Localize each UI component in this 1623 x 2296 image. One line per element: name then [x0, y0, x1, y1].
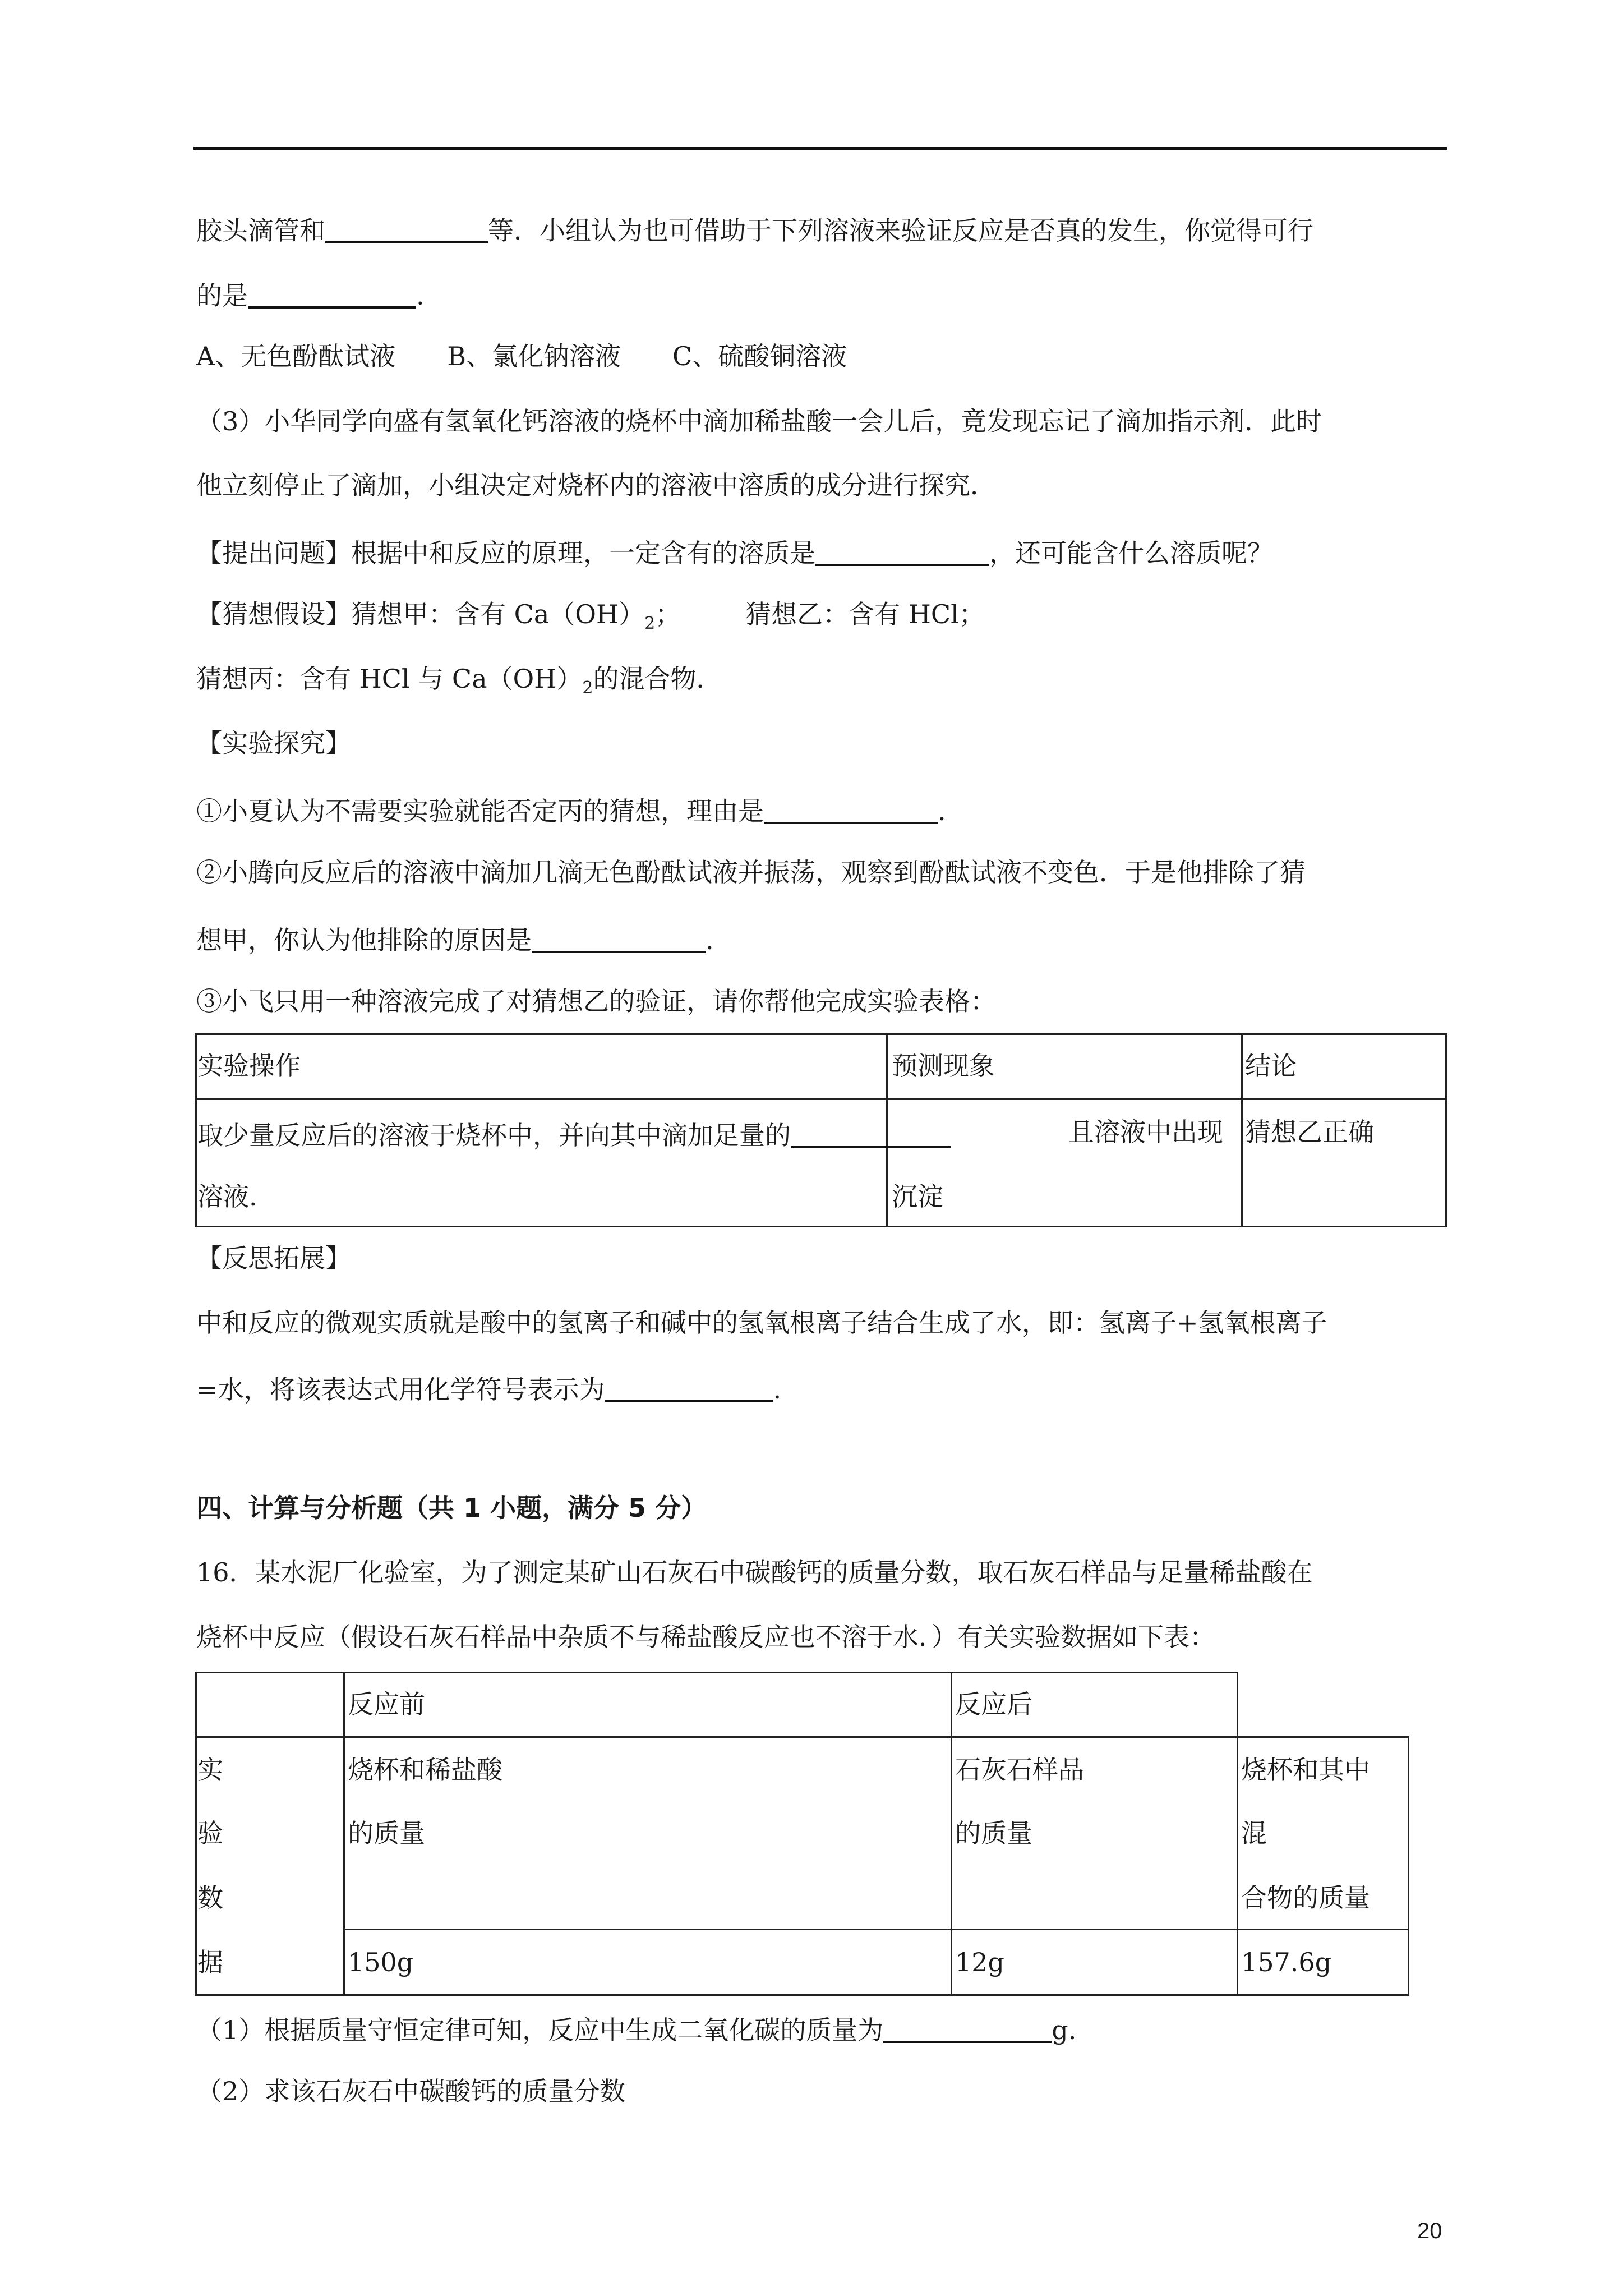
answer-blank[interactable]	[325, 214, 488, 243]
table-side-label: 据	[197, 1947, 223, 1977]
table-cell: 的质量	[348, 1818, 425, 1848]
table-cell: 沉淀	[892, 1181, 943, 1212]
table-cell: 取少量反应后的溶液于烧杯中，并向其中滴加足量的	[197, 1119, 951, 1148]
table-rule	[195, 1098, 1447, 1100]
table-rule	[1408, 1736, 1409, 1996]
question-16-line-2: 烧杯中反应（假设石灰石样品中杂质不与稀盐酸反应也不溶于水．）有关实验数据如下表：	[196, 1622, 1215, 1652]
part-2-line: （2）求该石灰石中碳酸钙的质量分数	[196, 2076, 626, 2106]
line-5: 他立刻停止了滴加，小组决定对烧杯内的溶液中溶质的成分进行探究．	[196, 470, 996, 500]
table-rule	[195, 1033, 197, 1227]
section-heading: 四、计算与分析题（共 1 小题，满分 5 分）	[196, 1493, 707, 1523]
line-13: ③小飞只用一种溶液完成了对猜想乙的验证，请你帮他完成实验表格：	[196, 986, 996, 1016]
table-cell: 烧杯和其中	[1241, 1755, 1370, 1785]
table-side-label: 验	[197, 1818, 223, 1848]
table-cell: 合物的质量	[1241, 1883, 1370, 1913]
line-7: 【猜想假设】猜想甲：含有 $Ca(OH)_2$； 猜想乙：含有 HCl；	[196, 599, 985, 633]
line-4: （3）小华同学向盛有氢氧化钙溶液的烧杯中滴加稀盐酸一会儿后，竟发现忘记了滴加指示剂．此时	[196, 406, 1322, 436]
options-line: A、无色酚酞试液 B、氯化钠溶液 C、硫酸铜溶液	[196, 341, 847, 371]
question-16-line-1: 16．某水泥厂化验室，为了测定某矿山石灰石中碳酸钙的质量分数，取石灰石样品与足量稀盐酸在	[196, 1557, 1313, 1588]
table-rule	[1445, 1033, 1447, 1227]
page-number: 20	[1417, 2219, 1442, 2243]
table-rule	[343, 1929, 1409, 1930]
table-cell: 的质量	[955, 1818, 1032, 1848]
line-14: 【反思拓展】	[196, 1243, 351, 1273]
table-side-label: 实	[197, 1755, 223, 1785]
line-11: ②小腾向反应后的溶液中滴加几滴无色酚酞试液并振荡，观察到酚酞试液不变色．于是他排除了猜	[196, 857, 1306, 887]
table-header: 预测现象	[892, 1051, 995, 1081]
line-9: 【实验探究】	[196, 728, 351, 758]
table-cell: 且溶液中出现	[1068, 1117, 1223, 1147]
table-side-label: 数	[197, 1883, 223, 1913]
answer-blank[interactable]	[883, 2014, 1052, 2043]
line-16: =水，将该表达式用化学符号表示为 .	[196, 1374, 782, 1405]
line-10: ①小夏认为不需要实验就能否定丙的猜想，理由是 .	[196, 796, 946, 826]
line-8: 猜想丙：含有 HCl 与 $Ca(OH)_2$的混合物．	[196, 664, 722, 698]
table-rule	[1241, 1033, 1243, 1227]
line-2: 的是 .	[196, 280, 425, 311]
answer-blank[interactable]	[605, 1373, 773, 1402]
table-rule	[195, 1672, 197, 1996]
table-header: 结论	[1245, 1051, 1297, 1081]
table-rule	[195, 1672, 1238, 1673]
table-cell: 猜想乙正确	[1245, 1117, 1374, 1147]
line-1: 胶头滴管和 等．小组认为也可借助于下列溶液来验证反应是否真的发生，你觉得可行	[196, 215, 1313, 246]
answer-blank[interactable]	[764, 795, 938, 824]
table-rule	[195, 1226, 1447, 1227]
table-rule	[195, 1033, 1447, 1035]
answer-blank[interactable]	[248, 279, 416, 309]
table-rule	[195, 1994, 1409, 1996]
table-header: 实验操作	[197, 1051, 301, 1081]
answer-blank[interactable]	[791, 1119, 951, 1148]
table-value: 12g	[955, 1947, 1004, 1977]
table-rule	[343, 1672, 345, 1996]
table-cell: 烧杯和稀盐酸	[348, 1755, 502, 1785]
table-cell: 石灰石样品	[955, 1755, 1084, 1785]
table-value: 150g	[348, 1947, 414, 1977]
answer-blank[interactable]	[532, 924, 706, 953]
table-rule	[1237, 1672, 1238, 1996]
table-cell: 混	[1241, 1818, 1267, 1848]
line-15: 中和反应的微观实质就是酸中的氢离子和碱中的氢氧根离子结合生成了水，即：氢离子+氢氧根离子	[196, 1308, 1327, 1338]
table-header: 反应前	[348, 1689, 425, 1719]
part-1-line: （1）根据质量守恒定律可知，反应中生成二氧化碳的质量为 g.	[196, 2015, 1077, 2045]
line-12: 想甲，你认为他排除的原因是 .	[196, 925, 714, 955]
table-cell: 溶液.	[197, 1181, 257, 1212]
table-value: 157.6g	[1241, 1947, 1332, 1977]
table-rule	[951, 1672, 952, 1996]
line-6: 【提出问题】根据中和反应的原理，一定含有的溶质是 ，还可能含什么溶质呢？	[196, 538, 1273, 568]
answer-blank[interactable]	[815, 537, 989, 566]
header-rule	[193, 147, 1447, 150]
table-rule	[195, 1736, 1409, 1738]
table-header: 反应后	[955, 1689, 1032, 1719]
